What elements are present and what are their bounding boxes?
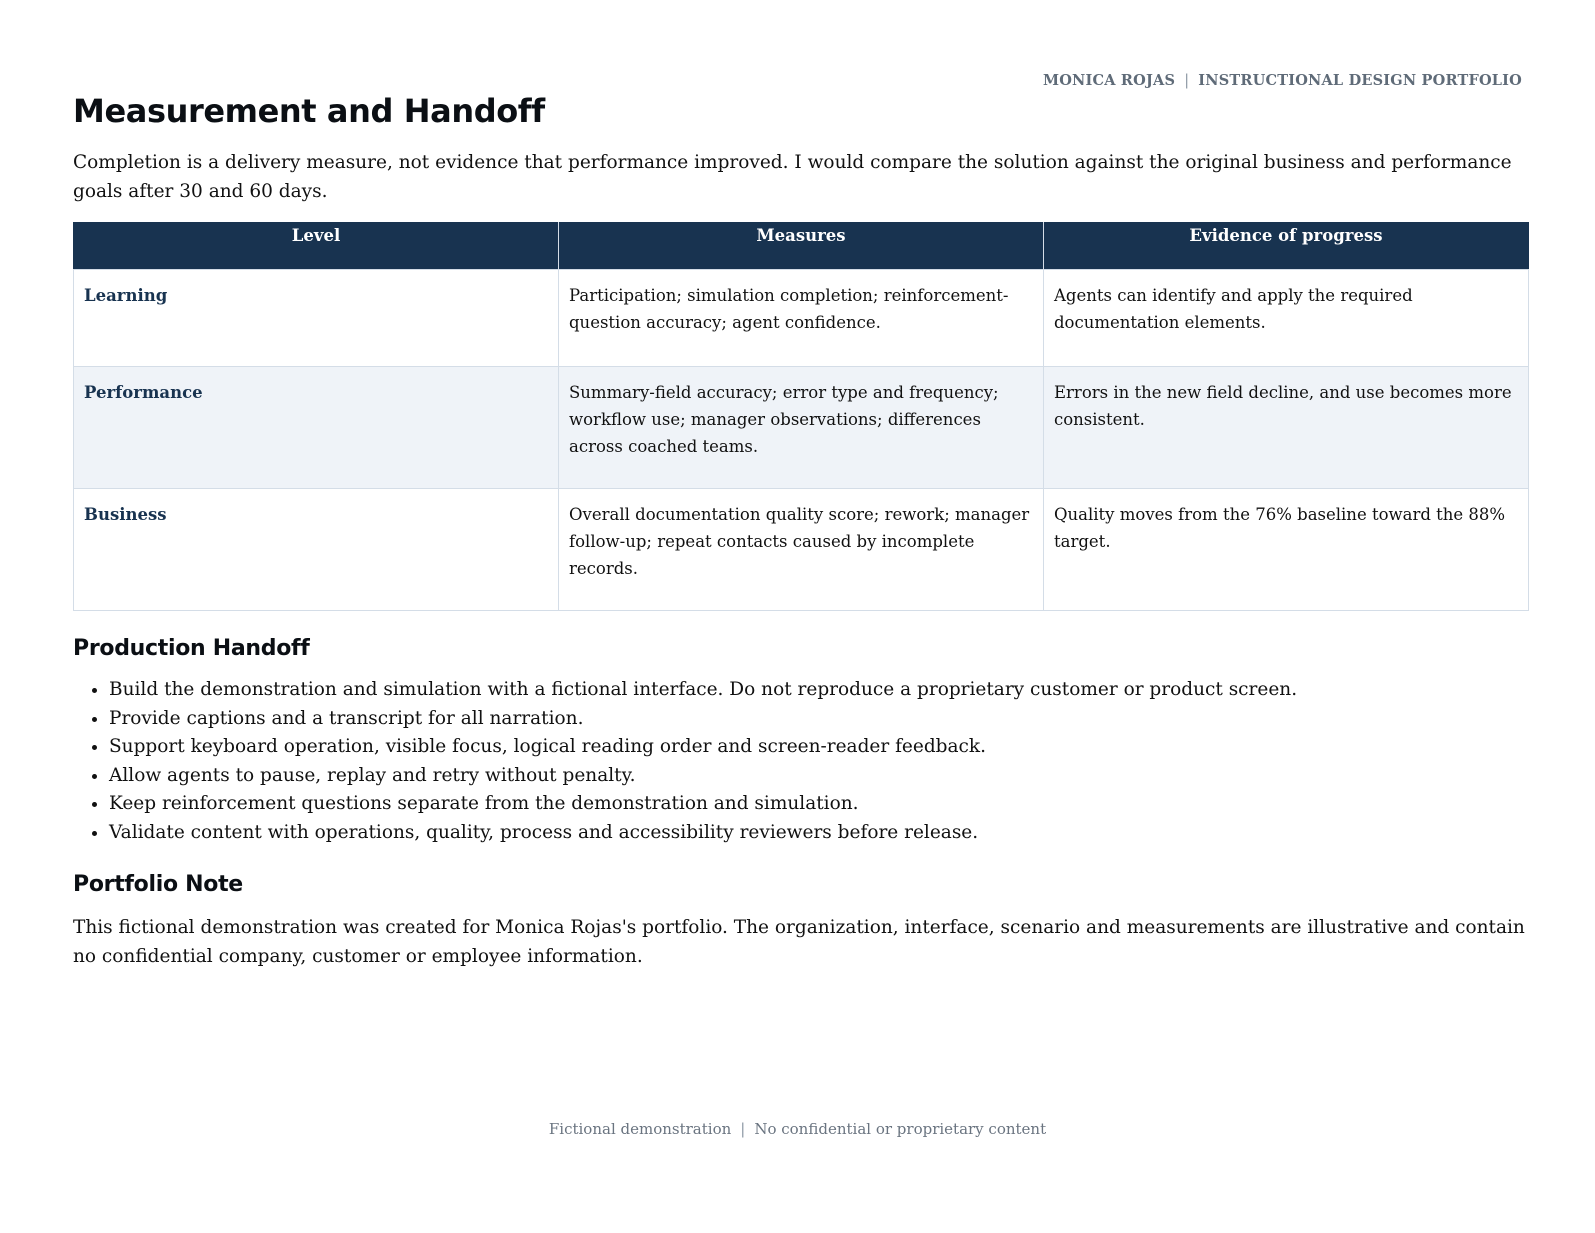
row-evidence: Quality moves from the 76% baseline toward the 88% target. xyxy=(1044,488,1529,610)
row-level: Learning xyxy=(74,269,559,366)
running-header-separator: | xyxy=(1184,73,1190,89)
measurement-table xyxy=(73,222,1529,611)
footer-separator: | xyxy=(740,1120,746,1138)
table-header-row xyxy=(74,222,1529,269)
list-item: • Keep reinforcement questions separate from the demonstration and simulation. xyxy=(109,790,1528,819)
row-evidence: Agents can identify and apply the required documentation elements. xyxy=(1044,269,1529,366)
column-header-measures: Measures xyxy=(559,222,1044,269)
handoff-list xyxy=(73,676,1528,847)
list-item: • Validate content with operations, quality, process and accessibility reviewers before release. xyxy=(109,819,1528,848)
intro-paragraph: Completion is a delivery measure, not evidence that performance improved. I would compare the solution against the original business and performance goals after 30 and 60 days. xyxy=(73,152,1512,203)
running-header-author: MONICA ROJAS xyxy=(1042,72,1176,89)
column-header-level: Level xyxy=(74,222,559,269)
footer-left: Fictional demonstration xyxy=(548,1120,732,1138)
footer-right: No confidential or proprietary content xyxy=(754,1120,1047,1138)
list-item: • Allow agents to pause, replay and retry without penalty. xyxy=(109,762,1528,791)
table-row xyxy=(74,488,1529,610)
row-measures: Overall documentation quality score; rework; manager follow-up; repeat contacts caused by incomplete records. xyxy=(559,488,1044,610)
running-header-title: INSTRUCTIONAL DESIGN PORTFOLIO xyxy=(1198,72,1522,89)
page-content xyxy=(73,92,1528,971)
portfolio-note-text: This fictional demonstration was created for Monica Rojas's portfolio. The organization, interface, scenario and measurements are illustrative and contain no confidential company, customer or employee information. xyxy=(73,916,1525,967)
row-measures: Participation; simulation completion; reinforcement-question accuracy; agent confidence. xyxy=(559,269,1044,366)
row-evidence: Errors in the new field decline, and use becomes more consistent. xyxy=(1044,366,1529,488)
row-level: Performance xyxy=(74,366,559,488)
column-header-evidence: Evidence of progress xyxy=(1044,222,1529,269)
table-row xyxy=(74,269,1529,366)
page-title: Measurement and Handoff xyxy=(73,92,545,130)
list-item: • Provide captions and a transcript for all narration. xyxy=(109,705,1528,734)
production-handoff-heading: Production Handoff xyxy=(73,635,310,661)
list-item: • Build the demonstration and simulation with a fictional interface. Do not reproduce a proprietary customer or product screen. xyxy=(109,676,1528,705)
running-header xyxy=(1043,72,1522,89)
table-row xyxy=(74,366,1529,488)
page-footer xyxy=(0,1120,1595,1138)
row-level: Business xyxy=(74,488,559,610)
list-item: • Support keyboard operation, visible focus, logical reading order and screen-reader feedback. xyxy=(109,733,1528,762)
portfolio-note-heading: Portfolio Note xyxy=(73,872,243,898)
row-measures: Summary-field accuracy; error type and frequency; workflow use; manager observations; differences across coached teams. xyxy=(559,366,1044,488)
